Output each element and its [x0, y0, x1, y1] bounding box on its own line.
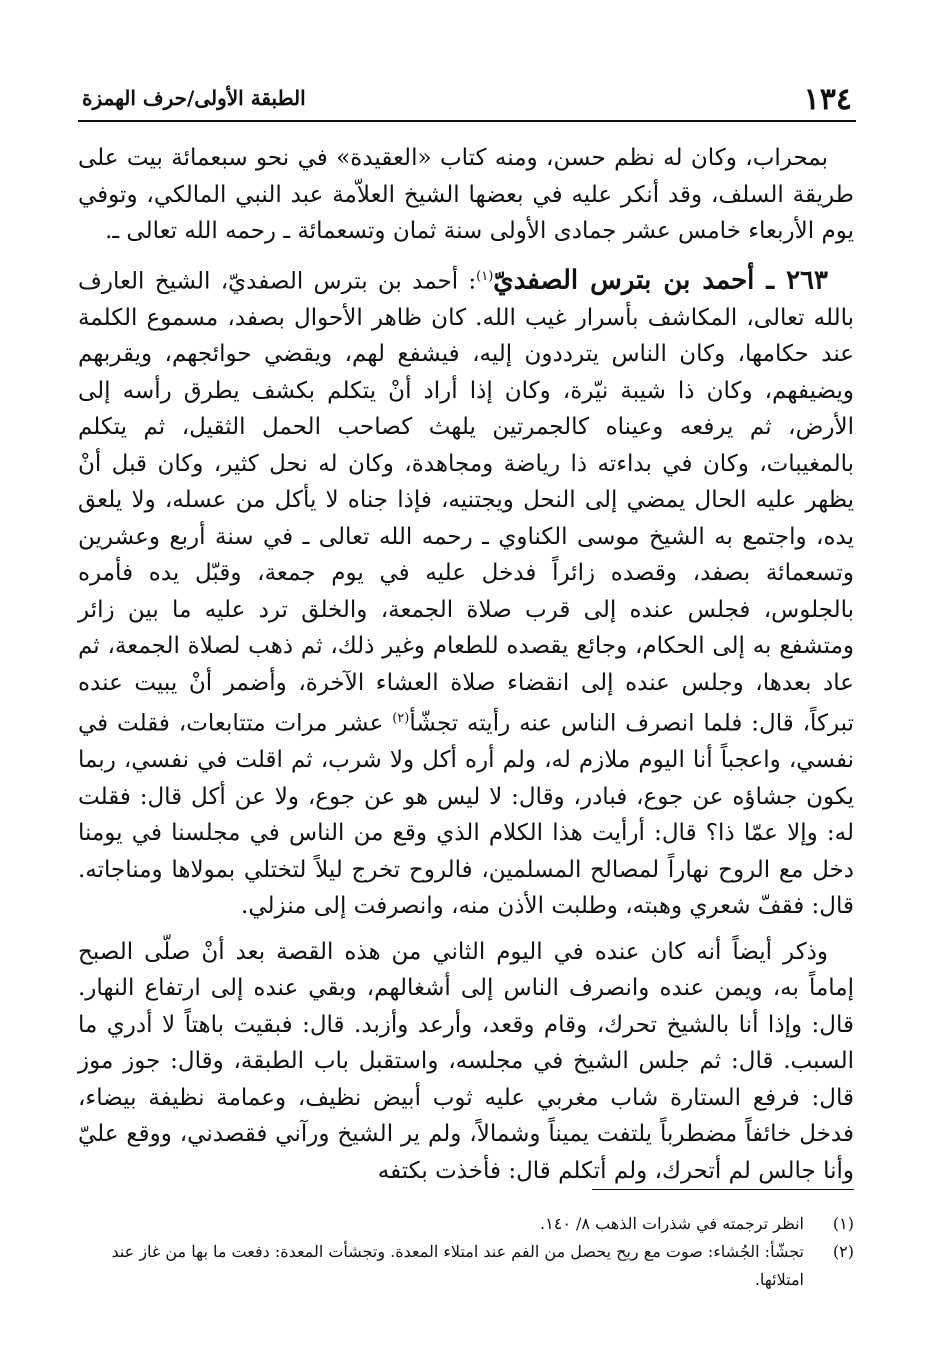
paragraph-story: وذكر أيضاً أنه كان عنده في اليوم الثاني من هذه القصة بعد أنْ صلّى الصبح إماماً به، ويمن عنده وانصرف الناس إلى أشغالهم، وبقي عنده إلى ارتفاع النهار. قال: وإذا أنا بالشيخ تحرك، وقام وقعد، وأرعد وأزبد. قال: فبقيت باهتاً لا أدري ما السبب. قال: ثم جلس الشيخ في مجلسه، واستقبل باب الطبقة، وقال: جوز موز قال: فرفع الستارة شاب مغربي عليه ثوب أبيض نظيف، وعمامة نظيفة بيضاء، فدخل خائفاً مضطرباً يلتفت يميناً وشمالاً، ولم ير الشيخ ورآني فقصدني، ووقع عليّ وأنا جالس لم أتحرك، ولم أتكلم قال: فأخذت بكتفه — [78, 938, 854, 1184]
footnote-text: تجشّأ: الجُشاء: صوت مع ريح يحصل من الفم عند امتلاء المعدة. وتجشأت المعدة: دفعت ما بها من غاز عند امتلائها. — [111, 1242, 804, 1289]
section-title: الطبقة الأولى/حرف الهمزة — [82, 86, 306, 110]
entry-text-part-2: عشر مرات متتابعات، فقلت في نفسي، واعجباً أنا اليوم ملازم له، ولم أره أكل ولا شرب، ثم اقلت في نفسي، ربما يكون جشاؤه عن جوع، فبادر، وقال: لا ليس هو عن جوع، ولا عن أكل قال: فقلت له: وإلا عمّا ذا؟ قال: أرأيت هذا الكلام الذي وقع من الناس في مجلسنا في يومنا دخل مع الروح نهاراً لمصالح المسلمين، فالروح تخرج ليلاً لتختلي بمولاها ومناجاته. قال: فقفّ شعري وهبته، وطلبت الأذن منه، وانصرفت إلى منزلي. — [78, 710, 854, 920]
entry-heading: ٢٦٣ ـ أحمد بن بترس الصفديّ — [493, 265, 828, 296]
footnote-2 — [78, 1238, 854, 1294]
footnote-number: (٢) — [832, 1242, 854, 1261]
footnotes — [78, 1210, 854, 1294]
footnote-number: (١) — [832, 1214, 854, 1233]
paragraph-continuation: بمحراب، وكان له نظم حسن، ومنه كتاب «العقيدة» في نحو سبعمائة بيت على طريقة السلف، وقد أنكر عليه في بعضها الشيخ العلاّمة عبد النبي المالكي، وتوفي يوم الأربعاء خامس عشر جمادى الأولى سنة ثمان وتسعمائة ـ رحمه الله تعالى ـ. — [78, 145, 854, 244]
paragraph-entry-263 — [78, 259, 854, 925]
body-text — [78, 140, 854, 1189]
footnote-1 — [78, 1210, 854, 1238]
running-header — [78, 80, 856, 122]
footnote-text: انظر ترجمته في شذرات الذهب ٨/ ١٤٠. — [540, 1214, 804, 1233]
footnote-ref-2: (٢) — [392, 711, 410, 727]
footnote-separator — [592, 1189, 854, 1190]
page-number: ١٣٤ — [803, 82, 852, 117]
footnote-ref-1: (١) — [476, 268, 494, 284]
entry-text-part-1: : أحمد بن بترس الصفديّ، الشيخ العارف بالله تعالى، المكاشف بأسرار غيب الله. كان ظاهر الأحوال بصفد، مسموع الكلمة عند حكامها، وكان الناس يترددون إليه، فيشفع لهم، ويقضي حوائجهم، ويقربهم ويضيفهم، وكان ذا شيبة نيّرة، وكان إذا أراد أنْ يتكلم بكشف يطرق رأسه إلى الأرض، ثم يرفعه وعيناه كالجمرتين يلهث كصاحب الحمل الثقيل، ثم يتكلم بالمغيبات، وكان في بداءته ذا رياضة ومجاهدة، وكان له نحل كثير، وكان قبل أنْ يظهر عليه الحال يمضي إلى النحل ويجتنيه، فإذا جناه لا يأكل من عسله، ولا يلعق يده، واجتمع به الشيخ موسى الكناوي ـ رحمه الله تعالى ـ في سنة أربع وعشرين وتسعمائة بصفد، وقصده زائراً فدخل عليه في يوم جمعة، وقبّل يده فأمره بالجلوس، فجلس عنده إلى قرب صلاة الجمعة، والخلق ترد عليه ما بين زائر ومتشفع به إلى الحكام، وجائع يقصده للطعام وغير ذلك، ثم ذهب لصلاة الجمعة، ثم عاد بعدها، وجلس عنده إلى انقضاء صلاة العشاء الآخرة، وأضمر أنْ يبيت عنده تبركاً، قال: فلما انصرف الناس عنه رأيته تجشّأ — [78, 268, 854, 737]
